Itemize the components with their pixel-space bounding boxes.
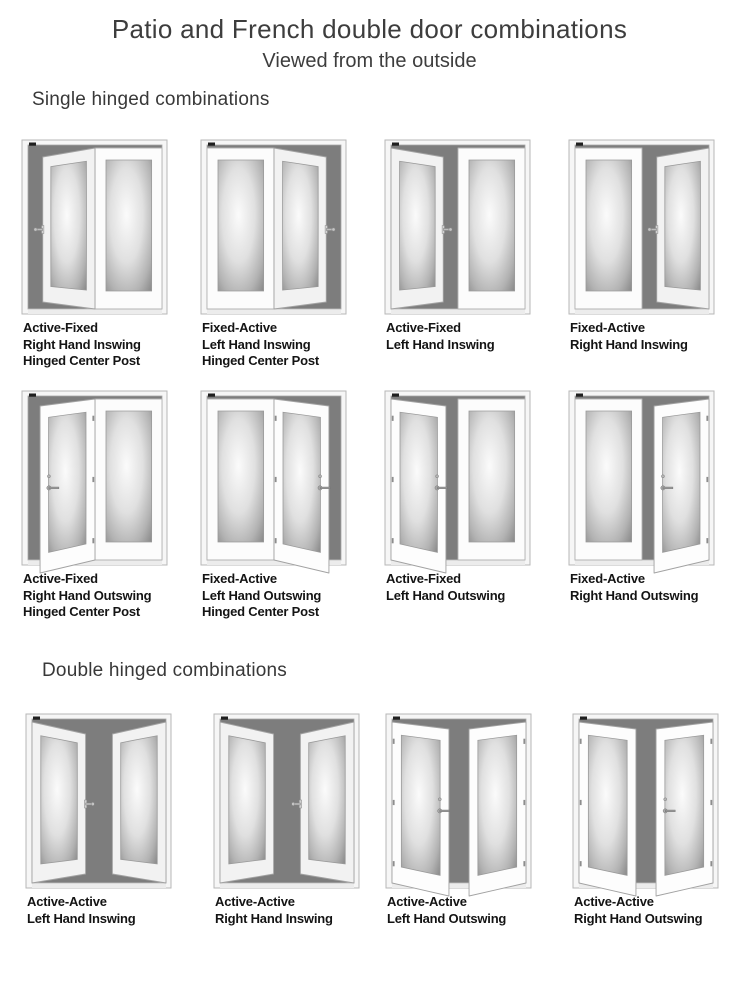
hinge-icon (710, 861, 712, 866)
door-label-line: Left Hand Outswing (386, 587, 506, 603)
fixed-leaf-right (458, 148, 525, 309)
fixed-leaf-left (207, 148, 274, 309)
door-sill (32, 883, 166, 888)
door-label-line: Right Hand Inswing (23, 336, 141, 352)
door-label-line: Fixed-Active (202, 320, 277, 335)
door-label-line: Active-Active (574, 894, 654, 909)
door-label-line: Active-Fixed (23, 320, 98, 335)
door-glass (469, 160, 515, 291)
active-leaf-right (657, 148, 709, 309)
hinge-icon (392, 538, 394, 543)
door-illustration (200, 139, 348, 329)
door-glass (283, 412, 320, 552)
active-leaf-left (391, 148, 443, 309)
door-illustration (568, 139, 716, 329)
door-label (570, 571, 739, 604)
hinge-icon (393, 861, 395, 866)
hinge-icon (523, 739, 525, 744)
door-glass (478, 735, 517, 875)
active-leaf-right (469, 722, 526, 896)
corner-mark (221, 717, 228, 720)
door-illustration (25, 713, 173, 903)
hinge-icon (392, 477, 394, 482)
door-illustration (21, 390, 169, 580)
door-glass (586, 160, 632, 291)
door-label-line: Hinged Center Post (202, 353, 320, 368)
door-illustration (200, 390, 348, 580)
door-illustration-svg (25, 713, 173, 903)
door-label-line: Left Hand Inswing (27, 910, 136, 926)
hinge-icon (523, 800, 525, 805)
corner-mark (208, 394, 215, 397)
door-illustration-svg (568, 390, 716, 580)
door-label-line: Left Hand Outswing (202, 587, 322, 603)
door-glass (51, 161, 87, 290)
corner-mark (208, 143, 215, 146)
door-label-line: Fixed-Active (570, 571, 645, 586)
fixed-leaf-left (575, 399, 642, 560)
active-leaf-right (112, 722, 166, 883)
door-label-line: Right Hand Outswing (23, 587, 152, 603)
door-label-line: Hinged Center Post (23, 353, 141, 368)
door-label-line: Active-Active (215, 894, 295, 909)
door-label-line: Active-Fixed (386, 320, 461, 335)
corner-mark (576, 143, 583, 146)
active-leaf-right (300, 722, 354, 883)
active-leaf-left (220, 722, 274, 883)
door-label-line: Right Hand Outswing (570, 587, 699, 603)
door-glass (665, 161, 701, 290)
door-sill (220, 883, 354, 888)
door-illustration (21, 139, 169, 329)
door-illustration-svg (572, 713, 720, 903)
door-illustration-svg (200, 390, 348, 580)
door-illustration-svg (385, 713, 533, 903)
door-label-line: Active-Active (27, 894, 107, 909)
hinge-icon (92, 477, 94, 482)
door-glass (218, 160, 264, 291)
door-illustration-svg (384, 390, 532, 580)
active-leaf-left (579, 722, 636, 896)
door-row-single-inswing (0, 139, 739, 409)
door-label (202, 320, 402, 370)
door-label-line: Active-Active (387, 894, 467, 909)
hinge-icon (710, 739, 712, 744)
door-glass (469, 411, 515, 542)
door-glass (588, 735, 627, 875)
active-leaf-right (274, 148, 326, 309)
door-sill (28, 309, 162, 314)
door-glass (218, 411, 264, 542)
hinge-icon (710, 800, 712, 805)
hinge-icon (92, 416, 94, 421)
corner-mark (576, 394, 583, 397)
hinge-icon (393, 739, 395, 744)
door-label-line: Left Hand Outswing (387, 910, 507, 926)
door-label (23, 571, 223, 621)
door-label-line: Right Hand Inswing (215, 910, 333, 926)
fixed-leaf-right (95, 399, 162, 560)
hinge-icon (706, 538, 708, 543)
door-glass (400, 161, 436, 290)
door-illustration-svg (568, 139, 716, 329)
hinge-icon (275, 538, 277, 543)
door-glass (49, 412, 86, 552)
hinge-icon (706, 477, 708, 482)
door-illustration-svg (384, 139, 532, 329)
door-label-line: Right Hand Outswing (574, 910, 703, 926)
fixed-leaf-right (458, 399, 525, 560)
door-sill (391, 309, 525, 314)
door-label (387, 894, 587, 927)
hinge-icon (706, 416, 708, 421)
door-glass (41, 736, 78, 864)
corner-mark (392, 394, 399, 397)
door-label (386, 320, 586, 353)
door-glass (283, 161, 319, 290)
door-label-line: Left Hand Inswing (386, 336, 495, 352)
door-sill (575, 309, 709, 314)
door-illustration-svg (213, 713, 361, 903)
door-glass (401, 735, 440, 875)
door-label-line: Right Hand Inswing (570, 336, 688, 352)
hinge-icon (580, 861, 582, 866)
corner-mark (393, 717, 400, 720)
fixed-leaf-left (575, 148, 642, 309)
door-glass (586, 411, 632, 542)
door-label-line: Left Hand Inswing (202, 336, 311, 352)
door-label (202, 571, 402, 621)
hinge-icon (392, 416, 394, 421)
active-leaf-left (32, 722, 86, 883)
door-label-line: Hinged Center Post (202, 604, 320, 619)
hinge-icon (523, 861, 525, 866)
door-illustration (384, 390, 532, 580)
door-illustration-svg (200, 139, 348, 329)
door-sill (207, 309, 341, 314)
door-label (23, 320, 223, 370)
door-glass (400, 412, 437, 552)
door-label (27, 894, 227, 927)
door-glass (665, 735, 704, 875)
corner-mark (392, 143, 399, 146)
corner-mark (580, 717, 587, 720)
door-label (570, 320, 739, 353)
door-label (574, 894, 739, 927)
door-illustration (568, 390, 716, 580)
door-label-line: Hinged Center Post (23, 604, 141, 619)
section-heading-single-hinged: Single hinged combinations (32, 89, 270, 110)
door-illustration (384, 139, 532, 329)
door-glass (106, 160, 152, 291)
page-title: Patio and French double door combinations (111, 14, 628, 44)
door-glass (106, 411, 152, 542)
door-illustration-svg (21, 390, 169, 580)
door-row-double-hinged (0, 713, 739, 983)
fixed-leaf-right (95, 148, 162, 309)
hinge-icon (580, 800, 582, 805)
hinge-icon (580, 739, 582, 744)
door-glass (229, 736, 266, 864)
hinge-icon (275, 477, 277, 482)
active-leaf-left (43, 148, 95, 309)
door-label-line: Fixed-Active (202, 571, 277, 586)
door-label-line: Fixed-Active (570, 320, 645, 335)
corner-mark (29, 394, 36, 397)
hinge-icon (92, 538, 94, 543)
fixed-leaf-left (207, 399, 274, 560)
door-illustration-svg (21, 139, 169, 329)
corner-mark (29, 143, 36, 146)
door-glass (663, 412, 700, 552)
door-label-line: Active-Fixed (23, 571, 98, 586)
page-subtitle: Viewed from the outside (262, 50, 477, 72)
hinge-icon (275, 416, 277, 421)
door-row-single-outswing (0, 390, 739, 660)
door-glass (309, 736, 346, 864)
door-illustration (213, 713, 361, 903)
door-illustration (385, 713, 533, 903)
section-heading-double-hinged: Double hinged combinations (42, 660, 287, 681)
hinge-icon (393, 800, 395, 805)
door-illustration (572, 713, 720, 903)
corner-mark (33, 717, 40, 720)
door-glass (121, 736, 158, 864)
door-label (386, 571, 586, 604)
door-label-line: Active-Fixed (386, 571, 461, 586)
